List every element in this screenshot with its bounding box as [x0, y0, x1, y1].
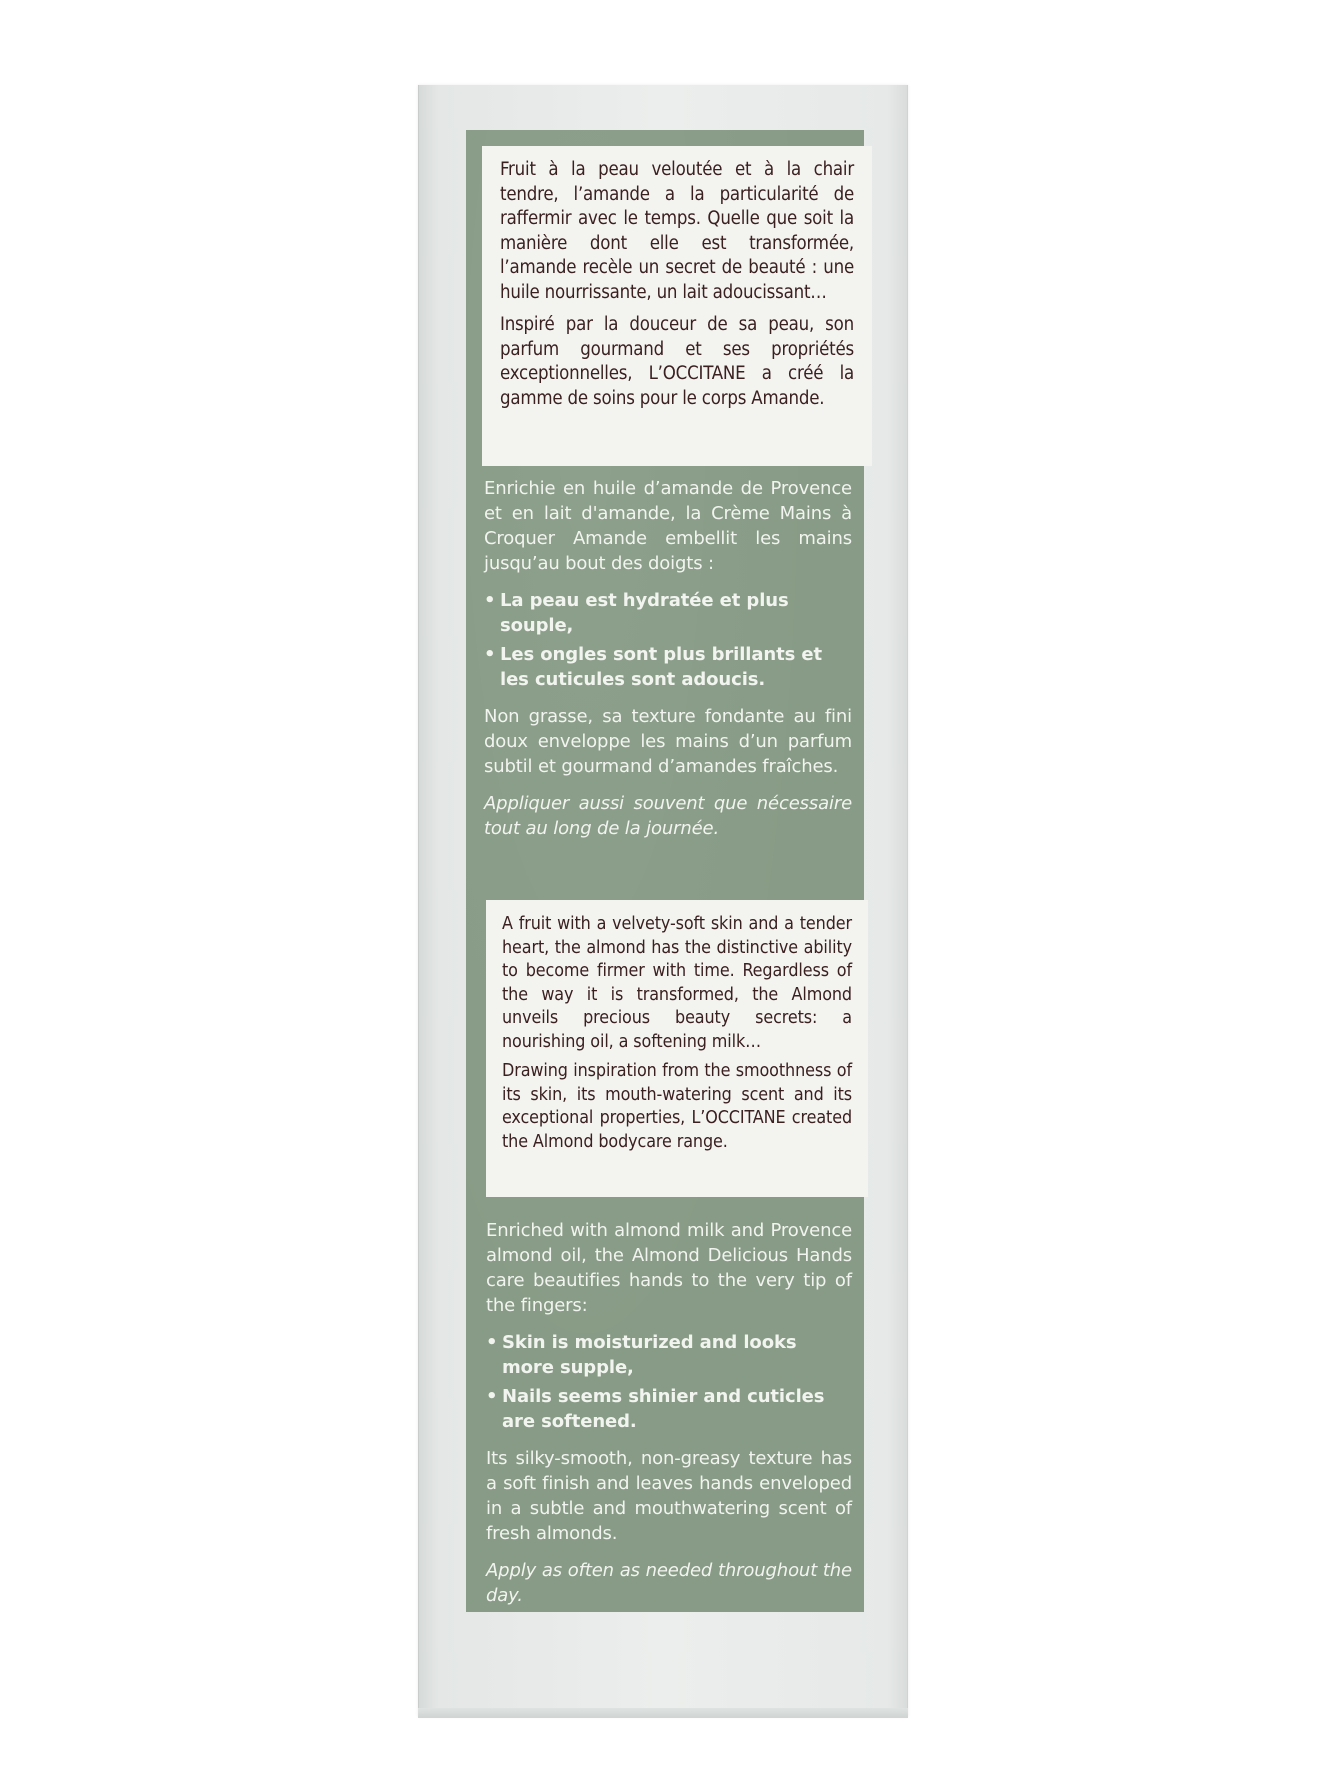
french-usage: Appliquer aussi souvent que nécessaire tout au long de la journée. [484, 793, 852, 839]
list-item [484, 642, 852, 692]
english-intro-box [486, 900, 868, 1197]
french-description-block [484, 476, 852, 841]
bullet-icon: • [484, 590, 496, 611]
english-usage: Apply as often as needed throughout the day. [486, 1560, 852, 1606]
english-benefits-list [486, 1330, 852, 1434]
french-description: Enrichie en huile d’amande de Provence et en lait d'amande, la Crème Mains à Croquer Amande embellit les mains jusqu’au bout des doigts : [484, 478, 852, 574]
french-intro-paragraph-2: Inspiré par la douceur de sa peau, son parfum gourmand et ses propriétés exceptionnelles, L’OCCITANE a créé la gamme de soins pour le corps Amande. [500, 314, 854, 409]
english-intro-paragraph-1: A fruit with a velvety-soft skin and a tender heart, the almond has the distinctive ability to become firmer with time. Regardless of the way it is transformed, the Almond unveils precious beauty secrets: a nourishing oil, a softening milk… [502, 913, 852, 1052]
french-intro-paragraph-1: Fruit à la peau veloutée et à la chair tendre, l’amande a la particularité de raffermir avec le temps. Quelle que soit la manière dont elle est transformée, l’amande recèle un secret de beauté : une huile nourrissante, un lait adoucissant… [500, 159, 854, 303]
list-item [486, 1330, 852, 1380]
french-benefit-2: Les ongles sont plus brillants et les cuticules sont adoucis. [500, 644, 823, 690]
list-item [486, 1384, 852, 1434]
french-benefits-list [484, 588, 852, 692]
french-intro-box [482, 146, 872, 466]
bullet-icon: • [486, 1386, 498, 1407]
english-benefit-1: Skin is moisturized and looks more supple, [502, 1332, 797, 1378]
french-texture: Non grasse, sa texture fondante au fini doux enveloppe les mains d’un parfum subtil et gourmand d’amandes fraîches. [484, 706, 852, 777]
english-description: Enriched with almond milk and Provence almond oil, the Almond Delicious Hands care beautifies hands to the very tip of the fingers: [486, 1220, 852, 1316]
english-description-block [486, 1218, 852, 1608]
carton-bottom-edge [418, 1708, 908, 1718]
english-benefit-2: Nails seems shinier and cuticles are softened. [502, 1386, 825, 1432]
bullet-icon: • [484, 644, 496, 665]
french-benefit-1: La peau est hydratée et plus souple, [500, 590, 789, 636]
english-texture: Its silky-smooth, non-greasy texture has a soft finish and leaves hands enveloped in a subtle and mouthwatering scent of fresh almonds. [486, 1448, 852, 1544]
list-item [484, 588, 852, 638]
bullet-icon: • [486, 1332, 498, 1353]
english-intro-paragraph-2: Drawing inspiration from the smoothness of its skin, its mouth-watering scent and its exceptional properties, L’OCCITANE created the Almond bodycare range. [502, 1060, 852, 1152]
